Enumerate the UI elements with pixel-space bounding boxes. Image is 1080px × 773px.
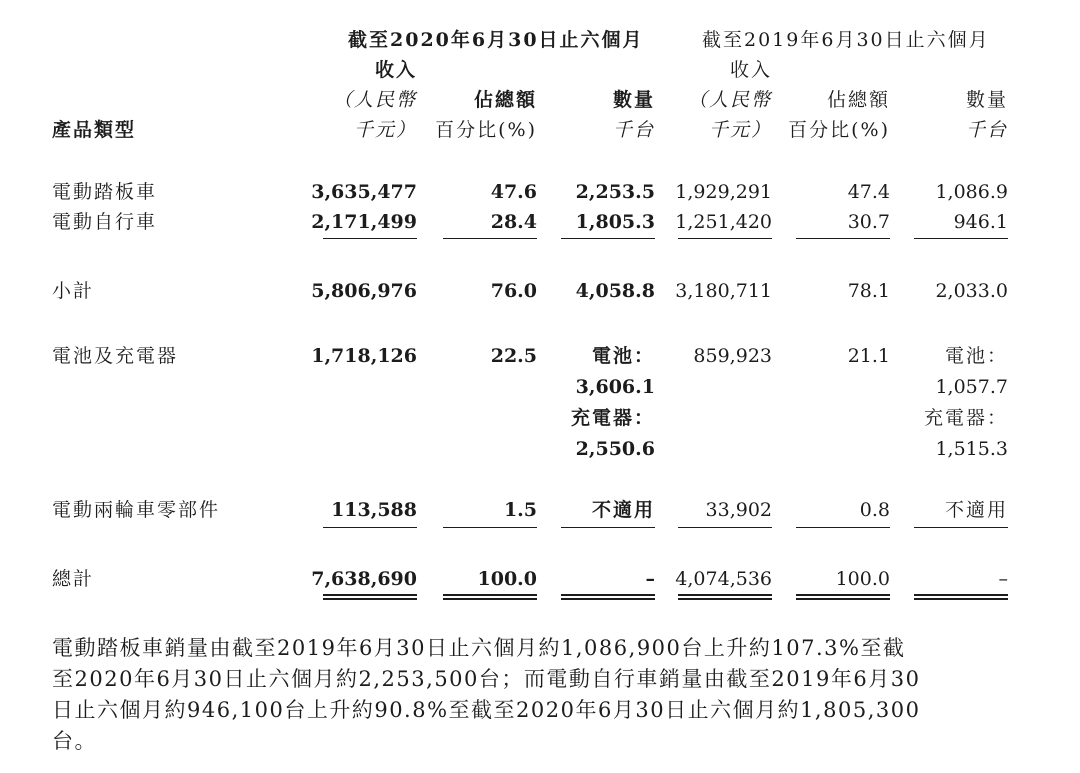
pct-header-b-2019: 百分比(%) <box>788 119 890 141</box>
row-label-total: 總計 <box>52 568 95 590</box>
period-2019-heading: 截至2019年6月30日止六個月 <box>702 29 990 51</box>
cell-pct2019: 78.1 <box>847 280 890 302</box>
cell-qty2019-charger-label: 充電器： <box>923 407 1008 429</box>
cell-qty2020: 2,253.5 <box>575 181 655 203</box>
cell-pct2020: 1.5 <box>503 499 537 521</box>
underline <box>443 527 537 528</box>
revenue-label-2019: 收入 <box>729 59 772 81</box>
cell-qty2020-battery-label: 電池： <box>591 345 655 367</box>
double-underline <box>796 594 890 600</box>
pct-header-a-2019: 佔總額 <box>826 89 890 111</box>
cell-qty2020-charger-label: 充電器： <box>570 407 655 429</box>
underline <box>561 238 655 239</box>
cell-pct2019: 100.0 <box>835 568 890 590</box>
qty-header-b-2019: 千台 <box>965 119 1008 141</box>
cell-pct2020: 76.0 <box>490 280 537 302</box>
cell-qty2019: 不適用 <box>944 499 1008 521</box>
double-underline <box>443 594 537 600</box>
double-underline <box>323 594 417 600</box>
underline <box>323 238 417 239</box>
cell-rev2020: 3,635,477 <box>311 181 417 203</box>
cell-pct2020: 28.4 <box>490 211 537 233</box>
underline <box>678 527 772 528</box>
revenue-unit-b-2020: 千元） <box>353 119 417 141</box>
qty-header-a-2020: 數量 <box>612 89 655 111</box>
underline <box>323 527 417 528</box>
revenue-unit-b-2019: 千元） <box>708 119 772 141</box>
cell-pct2020: 100.0 <box>477 568 537 590</box>
cell-rev2019: 33,902 <box>705 499 772 521</box>
cell-rev2019: 4,074,536 <box>675 568 772 590</box>
row-label-subtotal: 小計 <box>52 280 95 302</box>
double-underline <box>678 594 772 600</box>
revenue-unit-a-2020: （人民幣 <box>332 89 417 111</box>
cell-qty2019-charger-value: 1,515.3 <box>935 438 1008 460</box>
underline <box>796 238 890 239</box>
pct-header-b-2020: 百分比(%) <box>435 119 537 141</box>
row-label-bicycle: 電動自行車 <box>52 211 158 233</box>
underline <box>678 238 772 239</box>
cell-qty2019-battery-label: 電池： <box>944 345 1008 367</box>
double-underline <box>561 594 655 600</box>
cell-rev2020: 5,806,976 <box>311 280 417 302</box>
paragraph-line: 台。 <box>52 729 97 753</box>
underline <box>561 527 655 528</box>
cell-qty2020: – <box>645 568 655 590</box>
cell-qty2019-battery-value: 1,057.7 <box>935 376 1008 398</box>
cell-qty2019: 2,033.0 <box>935 280 1008 302</box>
cell-rev2020: 7,638,690 <box>311 568 417 590</box>
revenue-unit-a-2019: （人民幣 <box>687 89 772 111</box>
cell-pct2019: 21.1 <box>847 345 890 367</box>
cell-rev2020: 113,588 <box>331 499 417 521</box>
period-2020-heading: 截至2020年6月30日止六個月 <box>348 29 644 51</box>
cell-rev2019: 1,251,420 <box>675 211 772 233</box>
cell-qty2020-battery-value: 3,606.1 <box>575 376 655 398</box>
underline <box>796 527 890 528</box>
qty-header-a-2019: 數量 <box>965 89 1008 111</box>
cell-qty2020-charger-value: 2,550.6 <box>575 438 655 460</box>
product-type-header: 產品類型 <box>52 119 137 141</box>
cell-pct2019: 0.8 <box>859 499 890 521</box>
cell-qty2019: 1,086.9 <box>935 181 1008 203</box>
row-label-battery: 電池及充電器 <box>52 345 179 367</box>
cell-qty2020: 1,805.3 <box>575 211 655 233</box>
cell-qty2020: 4,058.8 <box>575 280 655 302</box>
paragraph-line: 至2020年6月30日止六個月約2,253,500台；而電動自行車銷量由截至2019年6月30 <box>52 667 921 691</box>
paragraph-line: 日止六個月約946,100台上升約90.8%至截至2020年6月30日止六個月約1,805,300 <box>52 698 921 722</box>
underline <box>443 238 537 239</box>
cell-qty2020: 不適用 <box>591 499 655 521</box>
qty-header-b-2020: 千台 <box>612 119 655 141</box>
cell-rev2019: 3,180,711 <box>675 280 772 302</box>
cell-qty2019: 946.1 <box>953 211 1008 233</box>
paragraph-line: 電動踏板車銷量由截至2019年6月30日止六個月約1,086,900台上升約107.3%至截 <box>52 636 906 660</box>
underline <box>914 527 1008 528</box>
cell-pct2020: 22.5 <box>490 345 537 367</box>
cell-rev2019: 859,923 <box>693 345 772 367</box>
row-label-scooter: 電動踏板車 <box>52 181 158 203</box>
underline <box>914 238 1008 239</box>
cell-qty2019: – <box>998 568 1008 590</box>
cell-rev2019: 1,929,291 <box>675 181 772 203</box>
pct-header-a-2020: 佔總額 <box>473 89 537 111</box>
cell-rev2020: 1,718,126 <box>311 345 417 367</box>
cell-rev2020: 2,171,499 <box>311 211 417 233</box>
cell-pct2020: 47.6 <box>490 181 537 203</box>
cell-pct2019: 30.7 <box>847 211 890 233</box>
revenue-label-2020: 收入 <box>374 59 417 81</box>
cell-pct2019: 47.4 <box>847 181 890 203</box>
double-underline <box>914 594 1008 600</box>
row-label-parts: 電動兩輪車零部件 <box>52 499 221 521</box>
